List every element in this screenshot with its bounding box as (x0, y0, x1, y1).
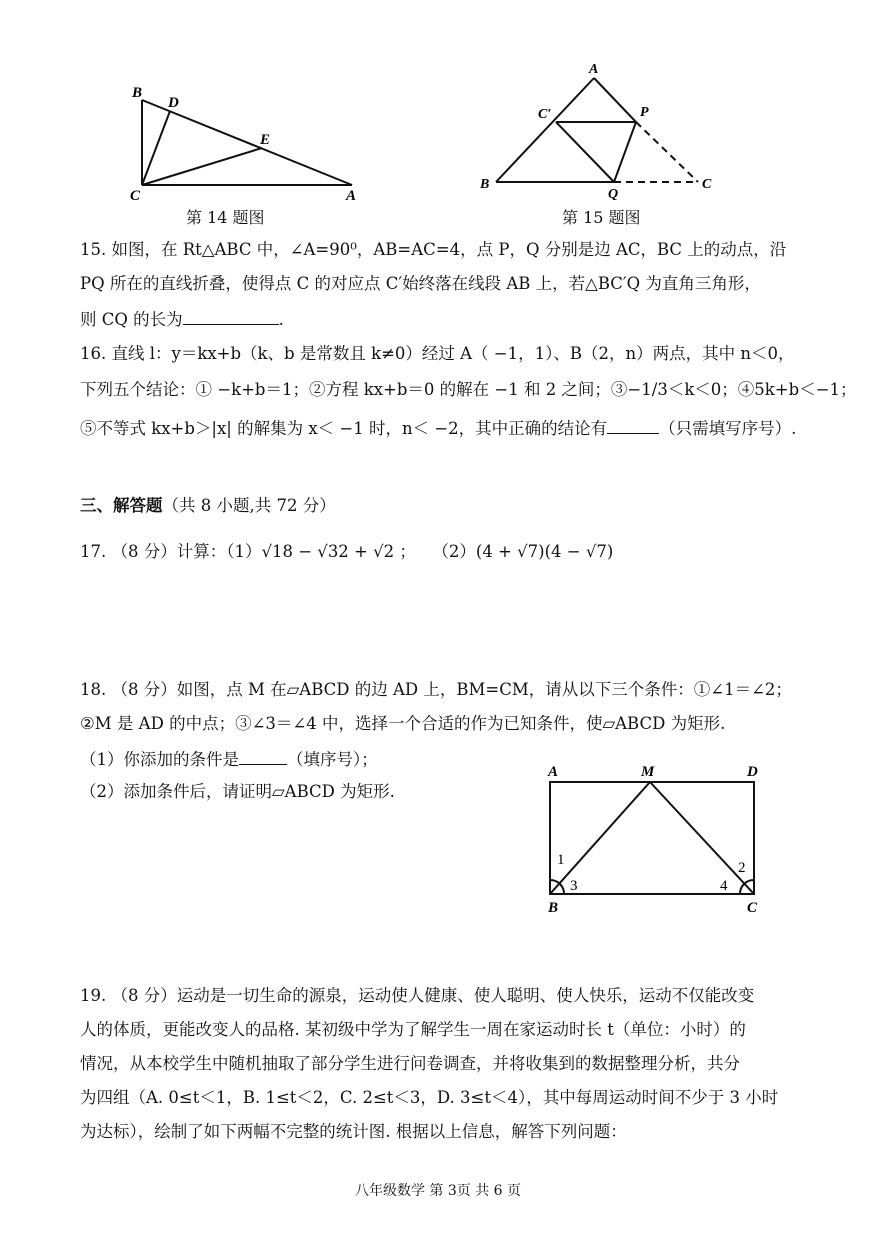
segment-cprime-q (556, 122, 614, 182)
q16-line-1: 16. 直线 l：y＝kx+b（k、b 是常数且 k≠0）经过 A（ −1，1）、B（2，n）两点，其中 n＜0， (80, 344, 795, 363)
label-angle-2: 2 (738, 860, 746, 876)
figure-14 (120, 80, 370, 205)
segment-pc-dashed (636, 122, 698, 182)
segment-cd (142, 111, 170, 185)
q18-line-2: ②M 是 AD 的中点；③∠3＝∠4 中，选择一个合适的作为已知条件，使▱ABCD 为矩形. (80, 714, 726, 733)
segment-pq (614, 122, 636, 182)
q16-line-3-text: ⑤不等式 kx+b＞|x| 的解集为 x＜ −1 时，n＜ −2，其中正确的结论有 (80, 419, 608, 438)
figure-14-caption: 第 14 题图 (186, 208, 265, 227)
figure-18-svg (540, 758, 780, 918)
q18-sub-1-end: （填序号）； (287, 750, 378, 769)
label-p: P (640, 105, 649, 120)
q19-line-2: 人的体质，更能改变人的品格. 某初级中学为了解学生一周在家运动时长 t（单位：小时）的 (80, 1020, 746, 1039)
q18-answer-blank[interactable] (239, 746, 287, 765)
q15-answer-blank[interactable] (183, 306, 279, 325)
q19-line-1: 19. （8 分）运动是一切生命的源泉，运动使人健康、使人聪明、使人快乐，运动不仅能改变 (80, 986, 755, 1005)
label-c: C (130, 188, 141, 204)
q19-line-5: 为达标），绘制了如下两幅不完整的统计图. 根据以上信息，解答下列问题： (80, 1122, 627, 1141)
q16-end: （只需填写序号）. (659, 419, 797, 438)
q15-line-1: 15. 如图，在 Rt△ABC 中，∠A=90⁰，AB=AC=4，点 P，Q 分别是边 AC，BC 上的动点，沿 (80, 240, 787, 259)
q18-sub-1 (80, 746, 378, 772)
figure-15-svg (470, 60, 730, 200)
q16-line-2: 下列五个结论：① −k+b＝1；②方程 kx+b＝0 的解在 −1 和 2 之间；③−1/3＜k＜0；④5k+b＜−1； (80, 380, 857, 399)
label-d: D (168, 95, 179, 111)
label-angle-1: 1 (557, 852, 565, 868)
label-e: E (260, 132, 271, 148)
q15-line-3 (80, 306, 284, 332)
arc-angle-3 (560, 884, 564, 894)
arc-angle-4 (740, 884, 744, 894)
figure-15-caption: 第 15 题图 (562, 208, 641, 227)
segment-ap (594, 78, 636, 122)
arc-angle-2 (744, 880, 754, 884)
segment-ce (142, 148, 262, 185)
label-a: A (589, 62, 599, 77)
label-m: M (641, 764, 655, 780)
q16-line-3 (80, 415, 796, 441)
segment-cm (650, 782, 754, 894)
q15-line-3-text: 则 CQ 的长为 (80, 310, 183, 329)
figure-14-svg (120, 80, 370, 205)
q19-line-3: 情况，从本校学生中随机抽取了部分学生进行问卷调查，并将收集到的数据整理分析，共分 (80, 1054, 740, 1073)
section-3-note: （共 8 小题,共 72 分） (162, 496, 336, 515)
segment-ba (496, 78, 594, 182)
label-b: B (132, 85, 143, 101)
q18-sub-1-text: （1）你添加的条件是 (80, 750, 239, 769)
label-c: C (702, 177, 712, 192)
label-q: Q (608, 187, 619, 200)
label-cprime: C′ (538, 107, 552, 122)
section-3-heading (80, 494, 336, 518)
label-a: A (548, 764, 559, 780)
label-c: C (747, 900, 758, 916)
q15-end: . (278, 310, 284, 329)
section-3-title: 三、解答题 (80, 496, 163, 515)
page-footer: 八年级数学 第 3页 共 6 页 (354, 1183, 522, 1199)
label-angle-3: 3 (570, 878, 578, 894)
q16-answer-blank[interactable] (607, 415, 659, 434)
label-angle-4: 4 (720, 878, 728, 894)
label-a: A (346, 188, 357, 204)
q19-line-4: 为四组（A. 0≤t＜1，B. 1≤t＜2，C. 2≤t＜3，D. 3≤t＜4），其中每周运动时间不少于 3 小时 (80, 1088, 779, 1107)
q18-line-1: 18. （8 分）如图，点 M 在▱ABCD 的边 AD 上，BM=CM，请从以下三个条件：①∠1＝∠2； (80, 680, 792, 699)
label-d: D (747, 764, 758, 780)
arc-angle-1 (550, 880, 560, 884)
label-b: B (480, 177, 490, 192)
label-b: B (548, 900, 559, 916)
segment-bm (550, 782, 650, 894)
q17-text: 17. （8 分）计算：（1）√18 − √32 + √2 ； （2）(4 + √7)(4 − √7) (80, 542, 614, 561)
segment-ba (142, 100, 352, 185)
q18-sub-2: （2）添加条件后，请证明▱ABCD 为矩形. (80, 782, 395, 801)
q15-line-2: PQ 所在的直线折叠，使得点 C 的对应点 C′始终落在线段 AB 上，若△BC′Q 为直角三角形， (80, 274, 761, 293)
figure-15 (470, 60, 730, 200)
figure-18 (540, 758, 780, 918)
